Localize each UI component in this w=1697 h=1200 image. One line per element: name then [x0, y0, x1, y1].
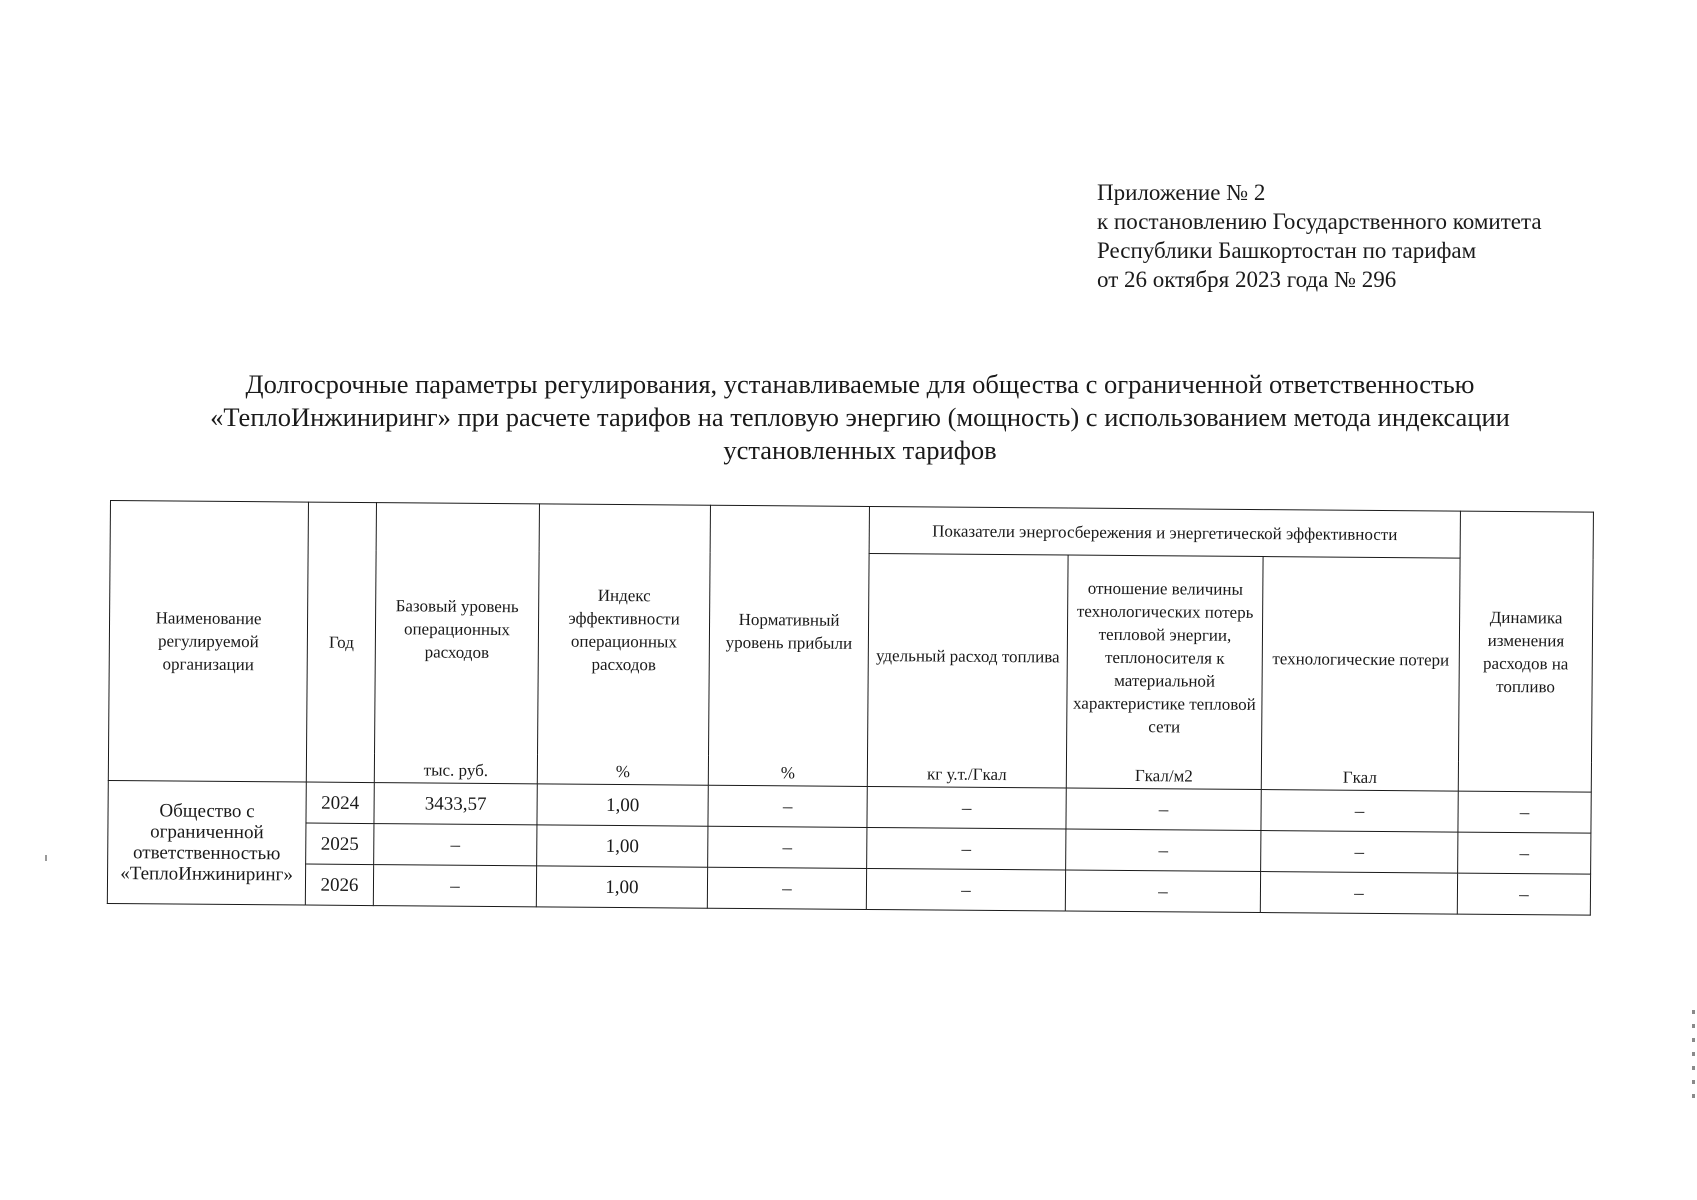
- fuel-rate-cell: –: [867, 786, 1066, 829]
- header-fuel-rate: удельный расход топлива: [868, 553, 1069, 758]
- base-opex-cell: 3433,57: [374, 783, 537, 825]
- base-opex-cell: –: [373, 865, 536, 907]
- appendix-resolution-line: к постановлению Государственного комитета: [1097, 209, 1542, 234]
- title-line-2: «ТеплоИнжиниринг» при расчете тарифов на тепловую энергию (мощность) с использованием метода индексации: [210, 402, 1510, 432]
- appendix-authority-line: Республики Башкортостан по тарифам: [1097, 238, 1477, 263]
- scan-margin-mark: [45, 855, 47, 861]
- document-title: [140, 368, 1580, 467]
- profit-level-cell: –: [708, 785, 867, 827]
- profit-level-cell: –: [708, 826, 867, 868]
- header-profit-level: Нормативный уровень прибыли: [709, 505, 870, 757]
- fuel-dynamics-cell: –: [1457, 873, 1590, 915]
- year-cell: 2026: [305, 864, 373, 906]
- unit-profit-level: %: [708, 756, 867, 787]
- fuel-rate-cell: –: [867, 827, 1066, 870]
- unit-base-opex: тыс. руб.: [374, 753, 537, 784]
- unit-loss-ratio: Гкал/м2: [1066, 759, 1261, 790]
- unit-tech-losses: Гкал: [1261, 760, 1458, 791]
- header-loss-ratio: отношение величины технологических потерь тепловой энергии, теплоносителя к материальной характеристике тепловой сети: [1066, 555, 1263, 760]
- loss-ratio-cell: –: [1066, 829, 1261, 872]
- regulation-parameters-table: [107, 500, 1594, 916]
- header-year: Год: [306, 502, 376, 783]
- tech-losses-cell: –: [1261, 790, 1458, 833]
- header-base-opex: Базовый уровень операционных расходов: [375, 503, 540, 755]
- year-cell: 2024: [306, 782, 374, 824]
- header-tech-losses: технологические потери: [1261, 557, 1460, 762]
- header-fuel-dynamics: Динамика изменения расходов на топливо: [1458, 511, 1593, 792]
- title-line-3: установленных тарифов: [723, 435, 997, 465]
- fuel-dynamics-cell: –: [1458, 832, 1591, 874]
- title-line-1: Долгосрочные параметры регулирования, устанавливаемые для общества с ограниченной ответственностью: [245, 369, 1475, 399]
- efficiency-index-cell: 1,00: [537, 784, 708, 826]
- profit-level-cell: –: [707, 867, 866, 909]
- efficiency-index-cell: 1,00: [537, 825, 708, 867]
- tech-losses-cell: –: [1260, 872, 1457, 915]
- appendix-reference: [1097, 178, 1542, 294]
- base-opex-cell: –: [374, 824, 537, 866]
- header-efficiency-index: Индекс эффективности операционных расходов: [538, 504, 711, 756]
- tech-losses-cell: –: [1261, 831, 1458, 874]
- scan-edge-artifact: [1692, 1010, 1695, 1100]
- loss-ratio-cell: –: [1066, 788, 1261, 831]
- loss-ratio-cell: –: [1065, 870, 1260, 913]
- appendix-number: Приложение № 2: [1097, 180, 1266, 205]
- unit-fuel-rate: кг у.т./Гкал: [867, 757, 1066, 788]
- efficiency-index-cell: 1,00: [536, 866, 707, 908]
- year-cell: 2025: [306, 823, 374, 865]
- header-energy-efficiency-group: Показатели энергосбережения и энергетической эффективности: [869, 506, 1460, 558]
- fuel-dynamics-cell: –: [1458, 791, 1591, 833]
- header-organization: Наименование регулируемой организации: [108, 501, 308, 783]
- organization-name-cell: Общество с ограниченной ответственностью «ТеплоИнжиниринг»: [107, 780, 306, 905]
- unit-efficiency-index: %: [537, 754, 708, 785]
- appendix-date-line: от 26 октября 2023 года № 296: [1097, 267, 1397, 292]
- fuel-rate-cell: –: [866, 868, 1065, 911]
